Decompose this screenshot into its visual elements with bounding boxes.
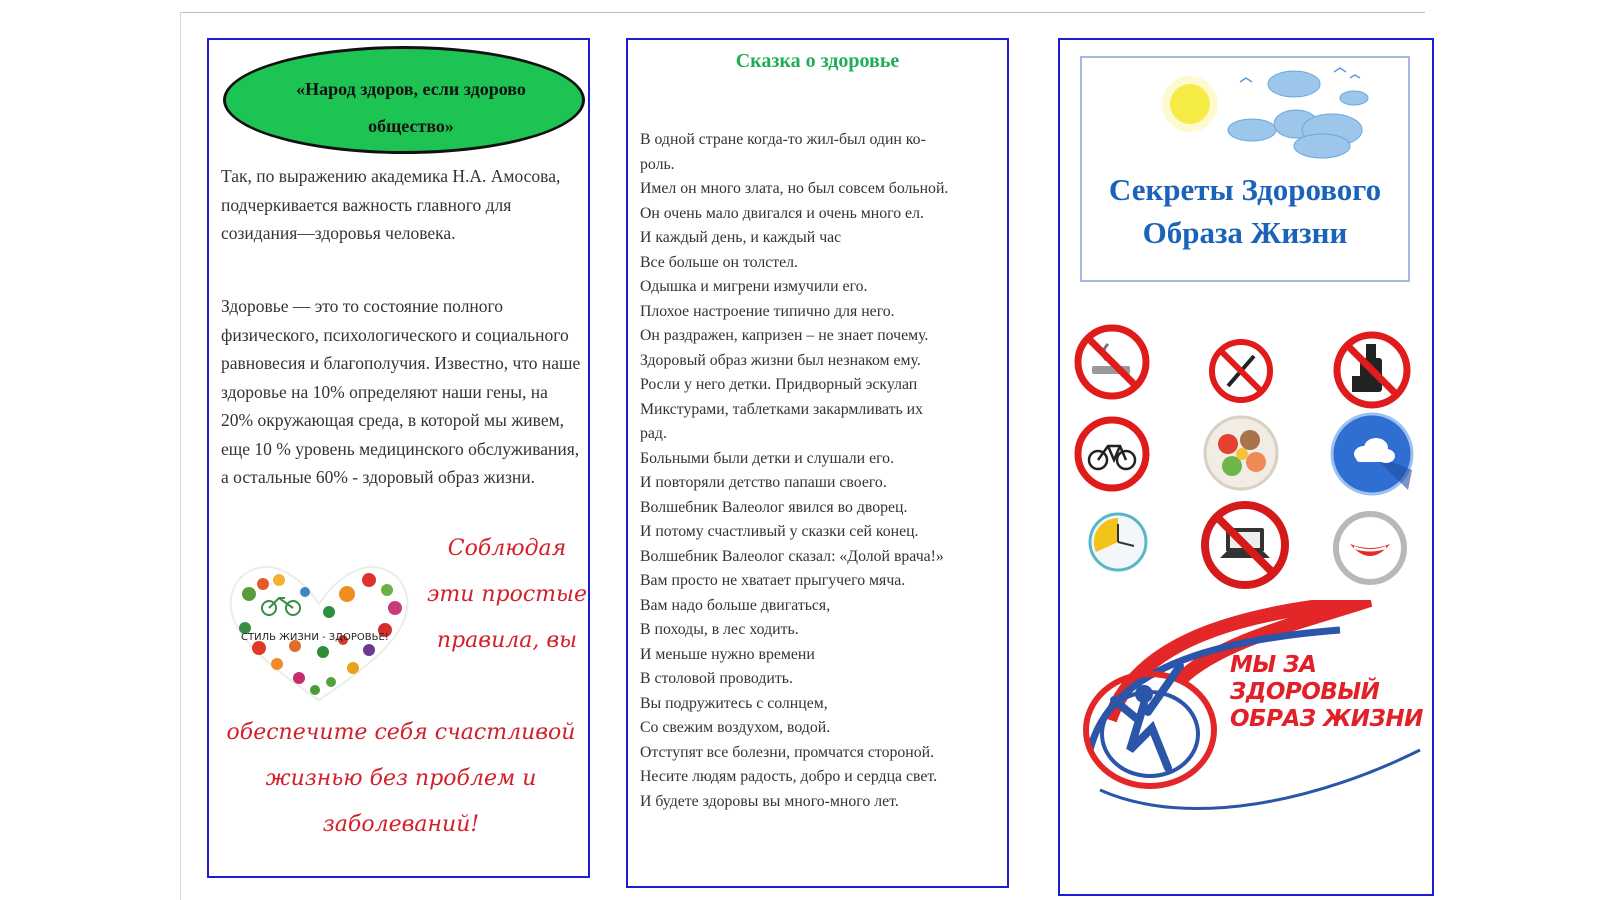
poem-line: В столовой проводить. <box>640 670 793 687</box>
poem-line: Росли у него детки. Придворный эскулап <box>640 376 918 393</box>
poem-line: В походы, в лес ходить. <box>640 621 799 638</box>
poem-line: Одышка и мигрени измучили его. <box>640 278 868 295</box>
right-panel <box>1058 38 1434 896</box>
poem-line: Плохое настроение типично для него. <box>640 302 895 320</box>
story-title: Сказка о здоровье <box>735 50 900 72</box>
page-top-rule <box>180 12 1425 13</box>
poem-line: Несите людям радость, добро и сердца свет. <box>640 768 938 785</box>
poem-line: рад. <box>640 425 667 442</box>
poem-line: Больными были детки и слушали его. <box>640 449 895 467</box>
poem-line: Микстурами, таблетками закармливать их <box>640 400 923 418</box>
poem-line: Все больше он толстел. <box>640 253 798 271</box>
logo-slogan: МЫ ЗА ЗДОРОВЫЙ ОБРАЗ ЖИЗНИ <box>1230 652 1423 732</box>
brochure-title: Секреты Здорового Образа Жизни <box>1108 172 1382 250</box>
poem-line: И меньше нужно времени <box>640 645 815 663</box>
heart-caption: СТИЛЬ ЖИЗНИ - ЗДОРОВЬЕ! <box>241 632 389 643</box>
poem-line: Волшебник Валеолог явился во дворец. <box>640 498 908 516</box>
rules-icons-grid <box>1060 310 1436 590</box>
healthy-lifestyle-heart-image <box>219 550 419 710</box>
story-poem <box>640 128 1000 814</box>
middle-panel <box>626 38 1009 888</box>
poem-line: Вам надо больше двигаться, <box>640 596 831 614</box>
clock-icon <box>1086 510 1150 574</box>
poem-line: Со свежим воздухом, водой. <box>640 719 831 736</box>
no-alcohol-icon <box>1330 328 1414 412</box>
fresh-air-icon <box>1328 410 1416 498</box>
motto-text: «Народ здоров, если здорово общество» <box>296 79 526 136</box>
slogan-part1: Соблюдая эти простые правила, вы <box>427 536 587 653</box>
amosov-paragraph: Так, по выражению академика Н.А. Амосова, подчеркивается важность главного для созидания—здоровья человека. <box>221 166 561 243</box>
no-computer-icon <box>1198 498 1292 592</box>
no-smoking-icon <box>1072 322 1152 402</box>
poem-line: И каждый день, и каждый час <box>640 229 842 246</box>
poem-line: Вам просто не хватает прыгучего мяча. <box>640 572 906 589</box>
bicycle-icon <box>1072 414 1152 494</box>
healthy-food-icon <box>1200 412 1282 494</box>
smile-icon <box>1330 508 1410 588</box>
heart-icon <box>219 550 419 710</box>
poem-line: Он раздражен, капризен – не знает почему. <box>640 327 929 344</box>
motto-ellipse <box>223 46 585 154</box>
health-definition-paragraph: Здоровье — это то состояние полного физического, психологического и социального равновесия и благополучия. Известно, что наше здоровье на 10% определяют наши гены, на 20% окружающая среда, в которой мы живем, еще 10 % уровень медицинского обслуживания, а остальные 60% - здоровый образ жизни. <box>221 296 581 487</box>
poem-line: Здоровый образ жизни был незнаком ему. <box>640 351 921 369</box>
poem-line: Имел он много злата, но был совсем больной. <box>640 180 949 197</box>
poem-line: И будете здоровы вы много-много лет. <box>640 792 899 810</box>
poem-line: Волшебник Валеолог сказал: «Долой врача!» <box>640 547 944 565</box>
left-panel <box>207 38 590 878</box>
no-drugs-icon <box>1206 336 1276 406</box>
poem-line: роль. <box>640 155 675 173</box>
slogan-part2: обеспечите себя счастливой жизнью без проблем и заболеваний! <box>226 720 576 837</box>
poem-line: И потому счастливый у сказки сей конец. <box>640 523 919 540</box>
poem-line: Вы подружитесь с солнцем, <box>640 694 828 712</box>
poem-line: И повторяли детство папаши своего. <box>640 474 887 491</box>
poem-line: Он очень мало двигался и очень много ел. <box>640 204 924 222</box>
poem-line: В одной стране когда-то жил-был один ко- <box>640 131 926 148</box>
title-card <box>1080 56 1410 282</box>
sky-illustration-icon <box>1082 58 1408 168</box>
page-left-rule <box>180 12 181 900</box>
poem-line: Отступят все болезни, промчатся стороной. <box>640 743 935 761</box>
